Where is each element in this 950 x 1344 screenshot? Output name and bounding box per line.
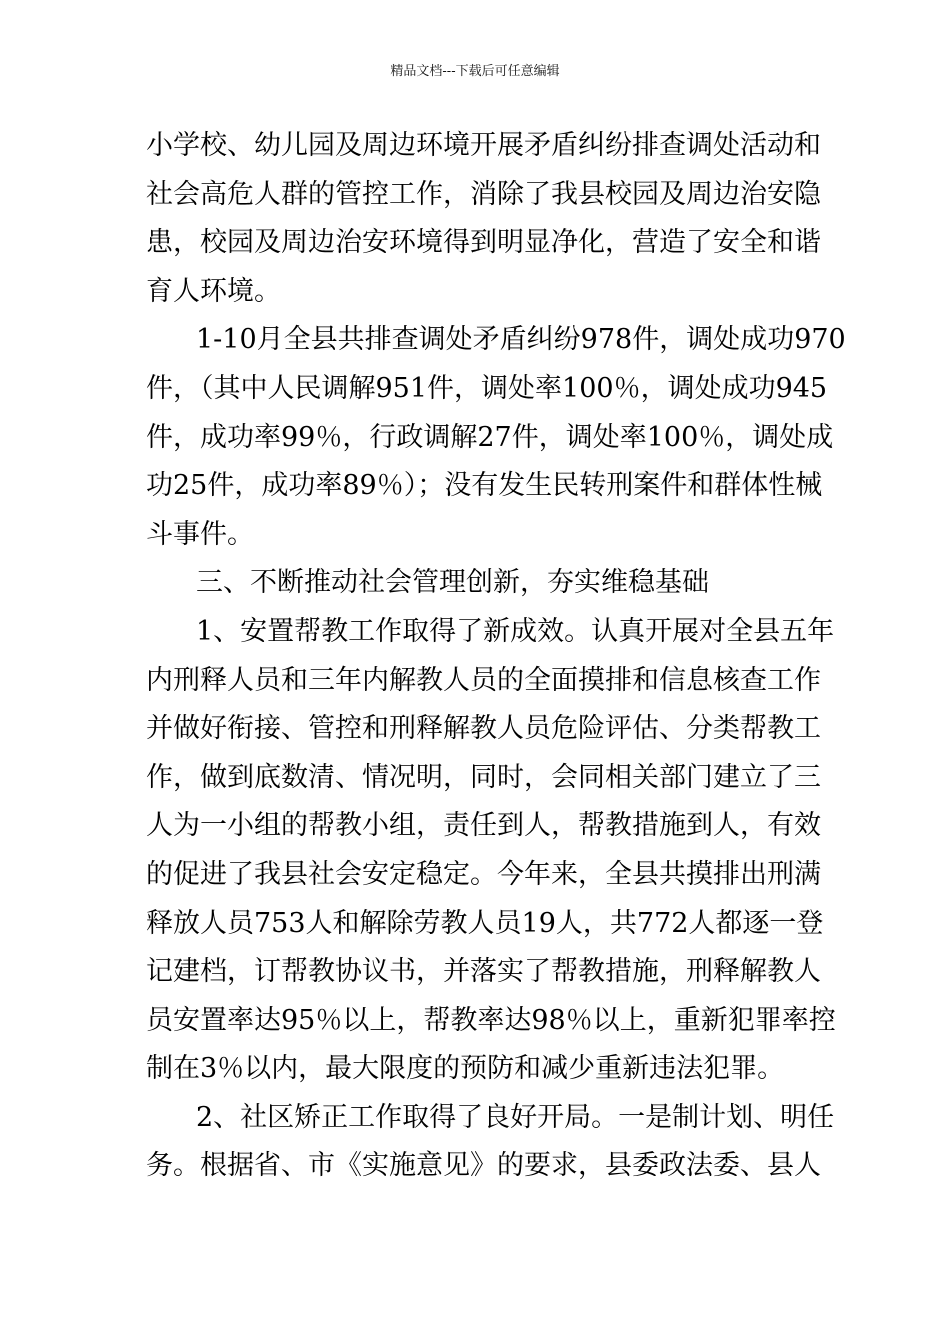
paragraph bbox=[146, 316, 846, 559]
text-line: 件，（其中人民调解951件，调处率100％，调处成功945 bbox=[146, 372, 828, 404]
text-line: 的促进了我县社会安定稳定。今年来，全县共摸排出刑满 bbox=[146, 858, 821, 890]
text-line: 人为一小组的帮教小组，责任到人，帮教措施到人，有效 bbox=[146, 810, 821, 842]
text-line: 三、不断推动社会管理创新，夯实维稳基础 bbox=[196, 567, 709, 599]
text-line: 员安置率达95％以上，帮教率达98％以上，重新犯罪率控 bbox=[146, 1004, 836, 1036]
text-line: 件，成功率99％，行政调解27件，调处率100％，调处成 bbox=[146, 421, 834, 453]
text-line: 1、安置帮教工作取得了新成效。认真开展对全县五年 bbox=[196, 615, 835, 647]
document-body bbox=[146, 122, 846, 1191]
text-line: 功25件，成功率89％）；没有发生民转刑案件和群体性械 bbox=[146, 470, 823, 502]
section-heading bbox=[146, 559, 814, 608]
paragraph bbox=[146, 608, 836, 1094]
text-line: 患，校园及周边治安环境得到明显净化，营造了安全和谐 bbox=[146, 227, 821, 259]
text-line: 斗事件。 bbox=[146, 518, 254, 550]
paragraph bbox=[146, 1094, 835, 1191]
text-line: 2、社区矫正工作取得了良好开局。一是制计划、明任 bbox=[196, 1101, 835, 1133]
text-line: 小学校、幼儿园及周边环境开展矛盾纠纷排查调处活动和 bbox=[146, 130, 821, 161]
page-header: 精品文档---下载后可任意编辑 bbox=[390, 64, 560, 79]
text-line: 社会高危人群的管控工作，消除了我县校园及周边治安隐 bbox=[146, 178, 821, 210]
text-line: 作，做到底数清、情况明，同时，会同相关部门建立了三 bbox=[146, 761, 821, 793]
text-line: 制在3％以内，最大限度的预防和减少重新违法犯罪。 bbox=[146, 1053, 785, 1085]
text-line: 育人环境。 bbox=[146, 275, 281, 307]
text-line: 内刑释人员和三年内解教人员的全面摸排和信息核查工作 bbox=[146, 664, 821, 696]
text-line: 并做好衔接、管控和刑释解教人员危险评估、分类帮教工 bbox=[146, 713, 821, 745]
paragraph bbox=[146, 122, 821, 316]
text-line: 务。根据省、市《实施意见》的要求，县委政法委、县人 bbox=[146, 1150, 821, 1182]
text-line: 记建档，订帮教协议书，并落实了帮教措施，刑释解教人 bbox=[146, 956, 821, 988]
text-line: 1-10月全县共排查调处矛盾纠纷978件，调处成功970 bbox=[196, 324, 846, 356]
text-line: 释放人员753人和解除劳教人员19人，共772人都逐一登 bbox=[146, 907, 824, 939]
